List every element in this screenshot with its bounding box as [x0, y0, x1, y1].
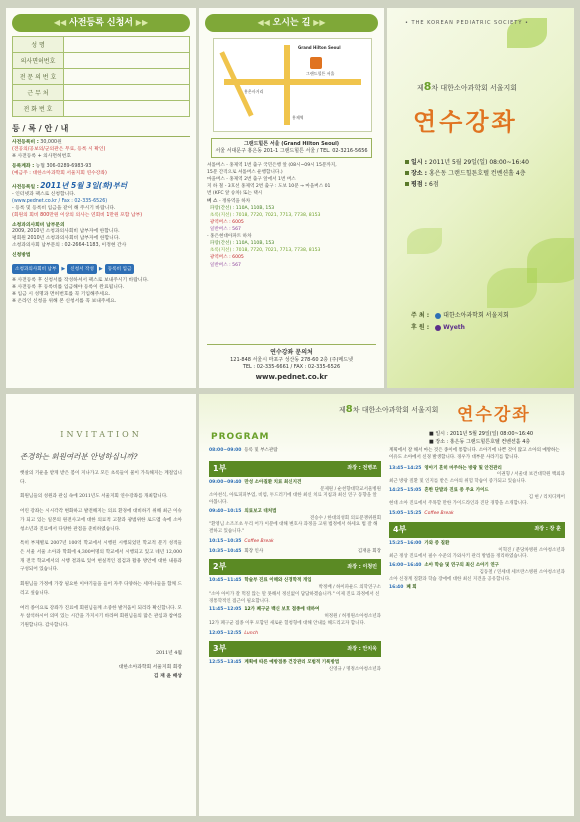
contact-box: 연수강좌 문의처 121-848 서울시 마포구 성산동 278-60 2층 (주)메드넷 TEL : 02-335-6661 / FAX : 02-335-6526 www.pednet.co.kr: [207, 344, 376, 383]
map-road: [284, 45, 290, 125]
arrow-right-icon: ▶▶: [133, 18, 149, 27]
society-name: • THE KOREAN PEDIATRIC SOCIETY •: [405, 20, 529, 26]
program-entry: 10:45~11:45 학술부 진료 이해와 신경학적 개입 박정배 / 하이파운드 의학연구소 "소아 아이가 잘 먹질 않는 말 못해서 정신없이 답답하겠습니까." 이제 진료 과정에서 신경통학적인 접근이 필요합니다.: [209, 578, 381, 604]
location-map[interactable]: [213, 38, 372, 132]
program-entry: 15:25~16:00 가와 증 질환 이혁진 / 분당차병원 소아청소년과 최근 정상 진료에서 필수 수준의 가와사키 관리 방법을 정리하였습니다.: [389, 540, 565, 560]
registration-link[interactable]: (www.pednet.co.kr / Fax : 02-335-6526): [12, 198, 108, 204]
invitation-title: INVITATION: [60, 430, 142, 439]
lunch-break: 12:05~12:55 Lunch: [209, 630, 258, 636]
closing: 16:40 폐 회: [389, 585, 417, 591]
map-label-intersection: 홍은사거리: [244, 89, 264, 94]
invitation-date: 2011년 4월: [155, 650, 182, 656]
map-label-hotel-kr: 그랜드힐튼 서울: [306, 71, 335, 76]
cover-panel: [387, 8, 574, 388]
program-title: PROGRAM: [211, 432, 270, 442]
directions-header: ◀◀ 오시는 길 ▶▶: [205, 14, 378, 32]
apply-steps: [12, 264, 190, 274]
notes-list: ※ 사전등록 후 신청서를 작성하셔서 팩스로 보내주시기 바랍니다. ※ 사전등록 후 등록비를 입금해야 등록이 완료됩니다. ※ 입금 시 성명과 면허번호를 꼭 기입해주세요. ※ 온라인 신청을 위해 본 신청서를 꼭 보내주세요.: [12, 278, 149, 305]
transport-info: 셔틀버스 - 홍제역 1번 출구 국민은행 앞 (08시~09시 15분까지, 15분 간격으로 셔틀버스 운행합니다.) 마을버스 - 홍제역 2번 출구 앞에서 1번 버스 지 하 철 - 3호선 홍제역 2번 출구 : 도보 10분 → 마을버스 01 번 (KFC 앞 승차) 또는 택시 버 스 - 정류역을 하차 파랑(간선) : 110A, 110B, 153 초록(지선) : 7018, 7720, 7021, 7713, 7738, 8153 광역버스 : 6005 일반버스 : 567 - 홍은현대아파트 하차 파랑(간선) : 110A, 110B, 153 초록(지선) : 7018, 7720, 7021, 7713, 7738, 8153 광역버스 : 6005 일반버스 : 567: [207, 163, 337, 268]
coffee-break: 15:05~15:25 Coffee Break: [389, 511, 454, 516]
society-logo-icon: [435, 313, 441, 319]
hotel-info-box: 그랜드힐튼 서울 (Grand Hilton Seoul) 서울 서대문구 홍은동 201-1 그랜드힐튼 서울 / TEL. 02-3216-5656: [211, 138, 372, 158]
arrow-right-icon: ▶: [98, 266, 103, 273]
program-panel: [199, 394, 574, 816]
program-conference-title: 연수강좌: [457, 405, 531, 425]
program-entry: 11:45~12:05 12가 폐구균 백신 보호 접종에 대하여 허정원 / 허정원소아청소년과 12가 폐구균 접종 이후 포함된 새로운 혈청형에 대해 안내를 해드리고자 합니다.: [209, 607, 381, 626]
program-entry: 13:45~14:25 영아기 흔히 마주하는 방광 및 안전관리 이권형 / 서울대 보건대학원 백외과 최근 방광 질환 및 인지를 받은 소아의 위험 학습이 증가되고 있습니다.: [389, 465, 565, 484]
fee-item: 사전등록비 : 30,000원 (전공의/공보의/군의관은 무료, 등록 시 확인) ※ 사전등록 + 의사면허번호: [12, 140, 106, 159]
arrow-left-icon: ◀◀: [257, 18, 273, 27]
step-form: 신청서 작성: [67, 264, 97, 274]
form-label-phone: 전 화 번 호: [13, 101, 64, 117]
registration-info-title: 등 / 록 / 안 / 내: [12, 123, 190, 137]
form-label-license: 의사면허번호: [13, 53, 64, 69]
program-entry: 12:55~13:45 계획에 따른 예방접종 건강관리 모범적 기록방법 신영규 / 명정소아청소년과: [209, 660, 381, 672]
bullet-icon: [405, 182, 409, 186]
invitation-panel: [6, 394, 196, 816]
program-entry: 09:00~09:40 만성 소아질환 치료 최신지견 문제원 / 순천향대학교서울병원 소아천식, 아토피피부염, 비염, 두드러기에 대한 최신 치료 지침과 최신 연구 동향을 알아봅니다.: [209, 479, 381, 505]
program-entry: 09:40~10:15 의료보고 대처법 전승수 / 한대의성회 의료분쟁위원회 "환영님 소조조초 두리 어가 이분에 대해 변호사 과정을 고위 법정에서 하세요 법 잘 해결하고 있습니다.": [209, 508, 381, 534]
registration-form-table: [12, 36, 190, 117]
session-3-header: 3부 좌장 : 안치욱: [209, 641, 381, 657]
organizers: 주 최 : 대한소아과학회 서울지회 후 원 : Wyeth: [411, 312, 509, 331]
arrow-left-icon: ◀◀: [53, 18, 69, 27]
dues-item: 소청과의사회비 납부문의 2009, 2010년 소청과의사회비 납부자에 한합니다. 평회원 2010년 소청과의사회비 납부자에 한합니다. 소청과의사회 납부문의 : 02-2664-1183, 이정현 간사: [12, 222, 127, 249]
program-entry: 14:25~15:05 흔한 단발과 진료 중 주요 가이드 김 현 / 리치디케어 현대 소아 진료에서 주목할 만한 가이드라인과 진단 경향을 소개합니다.: [389, 487, 565, 507]
bullet-icon: [405, 171, 409, 175]
bullet-icon: [405, 160, 409, 164]
leaf-decoration: [487, 268, 537, 308]
form-input-workplace[interactable]: [64, 85, 190, 101]
invitation-body: 햇살의 기운을 받게 받은 봄이 지나가고 모든 초록들이 물이 가득해지는 계절입니다. 회원님들의 성원과 관심 속에 2011년도 서울지회 연수강좌를 개최합니다. 어린 강좌는 시시각각 변화하고 발전해지는 의료 환경에 대비하기 위해 최근 이슈가 되고 있는 일본의 원전사고에 대한 의료적 고찰과 광범위한 로드맵 속에 소아청소년과 진료에서 다양한 관점을 준비하였습니다. 특히 부제별로 2007년 100억 학교에서 시행된 시행되었던 학교적 분기 성적들은 서울 서울 소아과 학회에 4,300여명의 학교에서 시행되고 있고 네년 12,000개 전국 학교에서의 시행 결과로 있어 현실적인 점검과 활용 방안에 대한 내용과 구성되어 있습니다. 회원님들 가정에 가장 필요한 이야기들을 들어 자주 다양하는 세미나들을 함께 드리고 싶습니다. 여러 종이요로 강좌가 진료에 회원님들께 소중한 발겨움이 되리라 확신합니다. 모두 참석하시어 의미 있는 시간을 가지시기 바라며 회원님들의 많은 관심과 참여를 기원합니다. 감사합니다.: [20, 471, 182, 629]
deadline-item: 사전등록일 : 2011년 5월 3일(화)부터 - 인터넷과 팩스로 신청합니다. (www.pednet.co.kr / Fax : 02-335-6526) - 등록 및 등록비 입금을 같이 해 주시기 바랍니다. (회원의 회비 800만원 이상의 의사는 연회비 1만원 포함 납부): [12, 180, 143, 218]
apply-method-item: 신청방법: [12, 253, 31, 259]
map-label-metro: 홍제역: [292, 115, 304, 120]
session-4-header: 4부 좌장 : 장 훈: [389, 522, 565, 538]
form-label-workplace: 근 무 처: [13, 85, 64, 101]
program-column-right: [389, 448, 565, 594]
program-conference-subtitle: 제8차 대한소아과학회 서울지회: [339, 404, 439, 415]
map-road: [224, 79, 361, 85]
form-label-name: 성 명: [13, 37, 64, 53]
hotel-marker-icon: [310, 57, 322, 69]
session-1-header: 1부 좌장 : 전병조: [209, 461, 381, 477]
invitation-signature: 대한소아과학회 서울지회 회장 김 재 윤 배상: [118, 664, 182, 679]
program-entry: 10:35~10:45 회장 인사 김재윤 회장: [209, 548, 381, 554]
registration-slot: 08:00~09:00 등록 및 부스관람: [209, 448, 278, 453]
invitation-greeting: 존경하는 회원여러분 안녕하십니까?: [20, 452, 138, 461]
form-input-license[interactable]: [64, 53, 190, 69]
session-2-header: 2부 좌장 : 이청민: [209, 559, 381, 575]
form-label-specialist: 전 문 의 번 호: [13, 69, 64, 85]
arrow-right-icon: ▶: [61, 266, 66, 273]
step-payment: 등록비 입금: [105, 264, 135, 274]
program-column-left: [209, 448, 381, 676]
contact-website-link[interactable]: www.pednet.co.kr: [255, 372, 328, 381]
map-label-hotel: Grand Hilton Seoul: [298, 45, 341, 50]
program-conference-info: ■ 일시 : 2011년 5월 29일(일) 08:00~16:40 ■ 장소 : 홍은동 그랜드힐튼호텔 컨벤션홀 4층: [429, 431, 534, 445]
arrow-right-icon: ▶▶: [310, 18, 326, 27]
conference-info: 일시 : 2011년 5월 29일(일) 08:00~16:40 장소 : 홍은동 그랜드힐튼호텔 컨벤션홀 4층 평점 : 6점: [405, 158, 529, 190]
form-input-phone[interactable]: [64, 101, 190, 117]
leaf-decoration: [407, 228, 442, 254]
directions-panel: [199, 8, 384, 388]
sponsor-logo-icon: [435, 325, 441, 331]
form-input-name[interactable]: [64, 37, 190, 53]
conference-title: 연수강좌: [413, 107, 518, 136]
form-input-specialist[interactable]: [64, 69, 190, 85]
program-entry: 16:00~16:40 소아 학습 및 연구의 최신 소아기 연구 김동철 / 연세대 세브란스병원 소아청소년과 소아 신경계 질환과 학습 장애에 대한 최신 지견을 공유합니다.: [389, 563, 565, 582]
registration-panel: [6, 8, 196, 388]
step-dues: 소청과의사회비 납부: [12, 264, 59, 274]
coffee-break: 10:15~10:35 Coffee Break: [209, 538, 274, 544]
account-item: 등록계좌 : 농협 306-0289-6983-93 (예금주 : 대한소아과학회 서울지회 연수강좌): [12, 163, 107, 176]
registration-header: ◀◀ 사전등록 신청서 ▶▶: [12, 14, 190, 32]
conference-subtitle: 제8차 대한소아과학회 서울지회: [417, 80, 518, 93]
session-3-description: 계획에서 잘 해서 마는 것은 종이에 통합니다. 소아기에 나쁜 것이 많고 소아의 예방하는 이유도 소아에서 신경 발생합니다. 경우가 대부분 사라기를 합니다.: [389, 448, 560, 460]
